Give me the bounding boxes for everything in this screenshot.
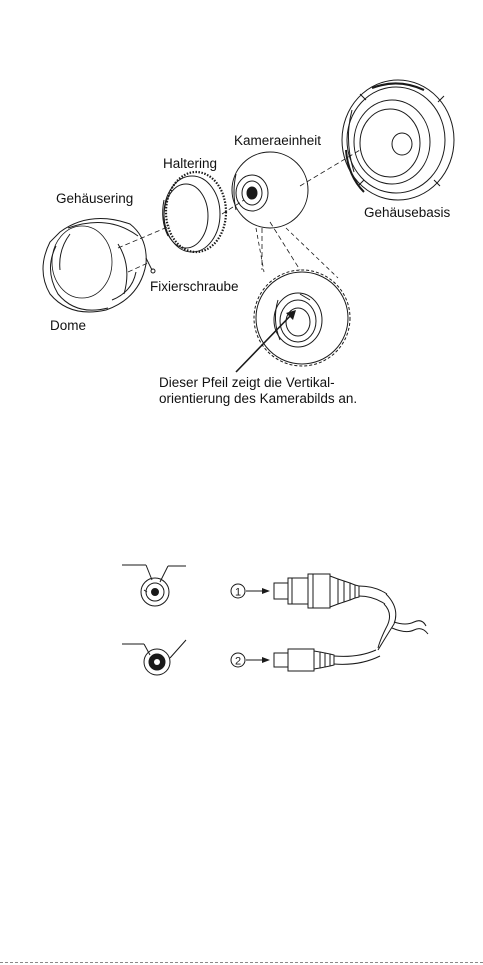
label-gehaeusebasis: Gehäusebasis bbox=[364, 205, 451, 220]
page-bottom-border bbox=[0, 962, 483, 963]
label-haltering: Haltering bbox=[163, 156, 218, 171]
callout-1-number: 1 bbox=[234, 586, 242, 599]
label-fixierschraube: Fixierschraube bbox=[150, 279, 239, 294]
arrow-note-line-1: Dieser Pfeil zeigt die Vertikal- bbox=[159, 375, 335, 390]
fixing-screw-part bbox=[146, 258, 155, 273]
arrow-note-line-2: orientierung des Kamerabilds an. bbox=[159, 391, 358, 406]
callout-2-number: 2 bbox=[234, 655, 242, 668]
label-dome: Dome bbox=[50, 318, 87, 333]
housing-base-part bbox=[342, 80, 454, 200]
detail-magnifier bbox=[254, 228, 350, 366]
camera-unit-part bbox=[232, 152, 308, 228]
label-kameraeinheit: Kameraeinheit bbox=[234, 133, 322, 148]
label-gehaeusering: Gehäusering bbox=[56, 191, 134, 206]
orientation-arrow bbox=[236, 310, 296, 372]
retaining-ring-part bbox=[163, 172, 226, 252]
housing-ring-dome-part bbox=[43, 219, 146, 312]
